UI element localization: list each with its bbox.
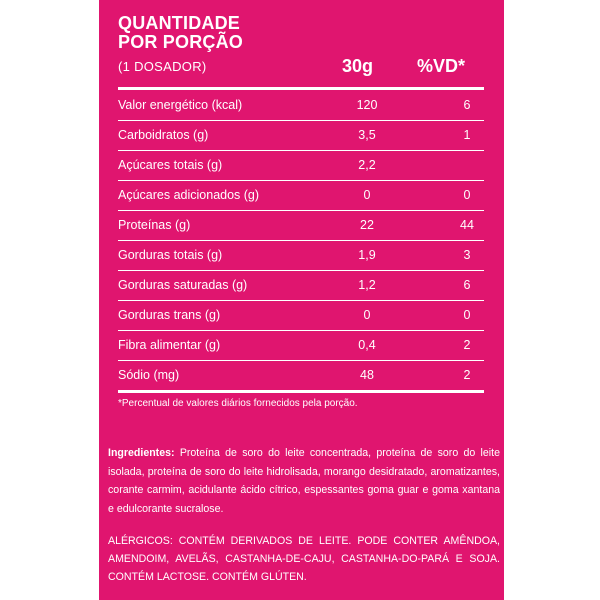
row-vd: 1 <box>463 128 471 142</box>
column-header-amount: 30g <box>342 56 374 76</box>
table-row <box>118 120 484 151</box>
table-title <box>118 14 243 52</box>
row-vd: 0 <box>463 188 471 202</box>
ingredients-paragraph <box>108 444 500 518</box>
allergens-paragraph: ALÉRGICOS: CONTÉM DERIVADOS DE LEITE. PODE CONTER AMÊNDOA, AMENDOIM, AVELÃS, CASTANHA-DE-CAJU, CASTANHA-DO-PARÁ E SOJA. CONTÉM LACTOSE. CONTÉM GLÚTEN. <box>108 535 500 583</box>
serving-size: (1 DOSADOR) <box>118 59 207 74</box>
row-amount: 3,5 <box>358 128 376 142</box>
ingredients-text: Proteína de soro do leite concentrada, proteína de soro do leite isolada, proteína de soro do leite hidrolisada, morango desidratado, aromatizantes, corante carmim, acidulante ácido cítrico, espessantes goma guar e goma xantana e edulcorante sucralose. <box>108 447 500 515</box>
ingredients-label: Ingredientes: <box>108 447 175 459</box>
row-vd: 6 <box>463 98 471 112</box>
table-row <box>118 300 484 331</box>
row-vd: 3 <box>463 248 471 262</box>
row-label: Açúcares totais (g) <box>118 158 223 172</box>
column-header-vd: %VD* <box>417 56 466 76</box>
row-vd: 2 <box>463 338 471 352</box>
row-vd: 44 <box>460 218 474 232</box>
row-amount: 1,9 <box>358 248 376 262</box>
row-amount: 0 <box>363 308 371 322</box>
row-amount: 0,4 <box>358 338 376 352</box>
row-vd: 6 <box>463 278 471 292</box>
table-row <box>118 330 484 361</box>
table-row <box>118 240 484 271</box>
row-vd: 0 <box>463 308 471 322</box>
row-amount: 48 <box>360 368 374 382</box>
table-row <box>118 180 484 211</box>
table-row <box>118 150 484 181</box>
row-amount: 2,2 <box>358 158 376 172</box>
table-row <box>118 210 484 241</box>
table-row <box>118 90 484 121</box>
row-label: Carboidratos (g) <box>118 128 209 142</box>
row-label: Fibra alimentar (g) <box>118 338 221 352</box>
table-row <box>118 270 484 301</box>
nutrition-panel <box>99 0 504 600</box>
row-amount: 22 <box>360 218 374 232</box>
row-amount: 120 <box>356 98 378 112</box>
row-amount: 0 <box>363 188 371 202</box>
row-label: Valor energético (kcal) <box>118 98 243 112</box>
row-label: Açúcares adicionados (g) <box>118 188 260 202</box>
table-row <box>118 360 484 393</box>
title-line-1: QUANTIDADE <box>118 13 240 33</box>
row-vd: 2 <box>463 368 471 382</box>
row-label: Gorduras saturadas (g) <box>118 278 248 292</box>
row-amount: 1,2 <box>358 278 376 292</box>
row-label: Gorduras totais (g) <box>118 248 223 262</box>
row-label: Sódio (mg) <box>118 368 180 382</box>
row-label: Proteínas (g) <box>118 218 191 232</box>
vd-footnote: *Percentual de valores diários fornecidos pela porção. <box>118 398 358 409</box>
row-label: Gorduras trans (g) <box>118 308 221 322</box>
title-line-2: POR PORÇÃO <box>118 32 244 52</box>
